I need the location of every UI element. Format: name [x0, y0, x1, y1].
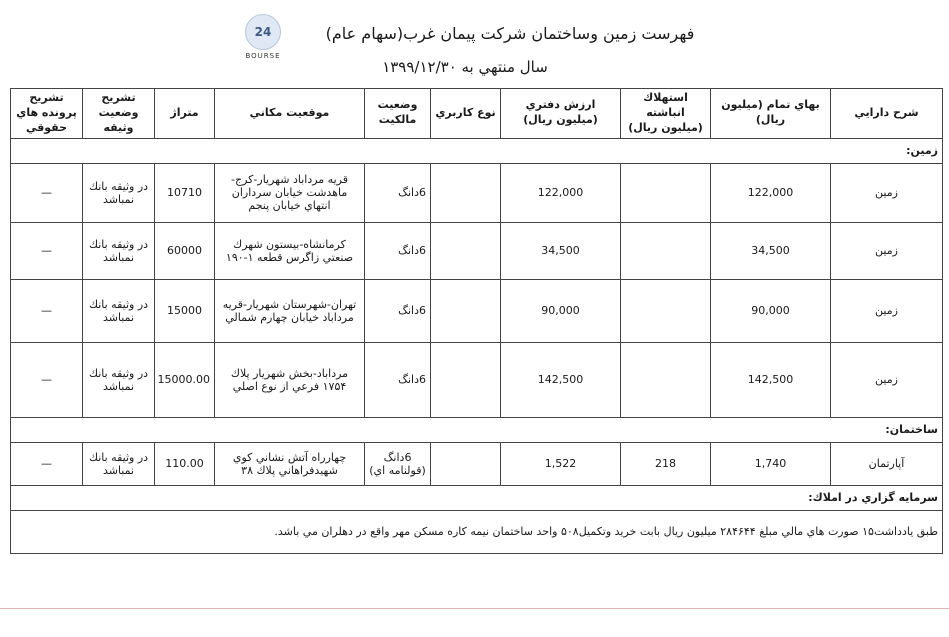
col-owner: وضعيت مالكيت — [365, 89, 431, 139]
cell-desc: زمين — [831, 222, 943, 279]
cell-book: 34,500 — [501, 222, 621, 279]
cell-use — [431, 222, 501, 279]
cell-cost: 90,000 — [711, 279, 831, 342]
table-row — [11, 442, 943, 485]
cell-cost: 122,000 — [711, 163, 831, 222]
cell-location: كرمانشاه-بيستون شهرك صنعتي زاگرس قطعه ۱-۱۹۰ — [215, 222, 365, 279]
col-collateral: تشريح وضعيت وثيقه — [83, 89, 155, 139]
section-land-label: زمين: — [11, 138, 943, 163]
section-investment — [11, 485, 943, 510]
cell-owner: 6دانگ (قولنامه اي) — [365, 442, 431, 485]
cell-desc: زمين — [831, 279, 943, 342]
cell-owner: 6دانگ — [365, 222, 431, 279]
table-row — [11, 342, 943, 417]
cell-cost: 34,500 — [711, 222, 831, 279]
cell-area: 60000 — [155, 222, 215, 279]
cell-area: 110.00 — [155, 442, 215, 485]
header-row — [11, 89, 943, 139]
section-land — [11, 138, 943, 163]
cell-book: 1,522 — [501, 442, 621, 485]
cell-collateral: در وثيقه بانك نمباشد — [83, 222, 155, 279]
col-location: موقعيت مكاني — [215, 89, 365, 139]
cell-legal: — — [11, 222, 83, 279]
cell-cost: 142,500 — [711, 342, 831, 417]
table-row — [11, 222, 943, 279]
cell-use — [431, 442, 501, 485]
cell-location: چهارراه آتش نشاني كوي شهيدفراهاني پلاك ۳۸ — [215, 442, 365, 485]
cell-collateral: در وثيقه بانك نمباشد — [83, 279, 155, 342]
cell-owner: 6دانگ — [365, 342, 431, 417]
cell-collateral: در وثيقه بانك نمباشد — [83, 442, 155, 485]
cell-desc: زمين — [831, 342, 943, 417]
footnote-row — [11, 510, 943, 553]
cell-book: 122,000 — [501, 163, 621, 222]
cell-book: 90,000 — [501, 279, 621, 342]
cell-owner: 6دانگ — [365, 163, 431, 222]
document-title: فهرست زمين وساختمان شركت پيمان غرب(سهام عام) — [325, 24, 695, 43]
cell-depr — [621, 222, 711, 279]
col-legal: تشريح پرونده هاي حقوقي — [11, 89, 83, 139]
cell-area: 10710 — [155, 163, 215, 222]
col-book: ارزش دفتري (ميليون ريال) — [501, 89, 621, 139]
asset-table — [10, 88, 943, 554]
section-building-label: ساختمان: — [11, 417, 943, 442]
col-use: نوع كاربري — [431, 89, 501, 139]
footnote-text: طبق يادداشت۱۵ صورت هاي مالي مبلغ ۲۸۴۶۴۴ ميليون ريال بابت خريد وتكميل۵۰۸ واحد ساختمان نيمه كاره مسكن مهر واقع در دهلران مي باشد. — [11, 510, 943, 553]
table-row — [11, 279, 943, 342]
document-subtitle: سال منتهي به ۱۳۹۹/۱۲/۳۰ — [382, 58, 548, 76]
cell-desc: زمين — [831, 163, 943, 222]
section-building — [11, 417, 943, 442]
cell-use — [431, 342, 501, 417]
cell-area: 15000 — [155, 279, 215, 342]
bourse-logo — [238, 14, 288, 74]
cell-location: قريه مرداباد شهريار-كرج-ماهدشت خيابان سرداران انتهاي خيابان پنجم — [215, 163, 365, 222]
cell-legal: — — [11, 442, 83, 485]
table-row — [11, 163, 943, 222]
col-depr: استهلاك انباشته (ميليون ريال) — [621, 89, 711, 139]
cell-depr: 218 — [621, 442, 711, 485]
cell-cost: 1,740 — [711, 442, 831, 485]
section-investment-label: سرمايه گزاري در املاك: — [11, 485, 943, 510]
col-cost: بهاي تمام (ميليون ريال) — [711, 89, 831, 139]
cell-use — [431, 163, 501, 222]
cell-depr — [621, 342, 711, 417]
cell-depr — [621, 279, 711, 342]
cell-owner: 6دانگ — [365, 279, 431, 342]
cell-location: تهران-شهرستان شهريار-قريه مرداباد خيابان چهارم شمالي — [215, 279, 365, 342]
cell-legal: — — [11, 279, 83, 342]
cell-area: 15000.00 — [155, 342, 215, 417]
cell-use — [431, 279, 501, 342]
cell-book: 142,500 — [501, 342, 621, 417]
col-area: متراژ — [155, 89, 215, 139]
col-desc: شرح دارايي — [831, 89, 943, 139]
page-divider — [0, 608, 949, 609]
cell-desc: آپارتمان — [831, 442, 943, 485]
cell-legal: — — [11, 163, 83, 222]
cell-location: مرداباد-بخش شهريار پلاك ۱۷۵۴ فرعي از نوع اصلي — [215, 342, 365, 417]
cell-depr — [621, 163, 711, 222]
logo-text: BOURSE — [245, 52, 281, 60]
cell-legal: — — [11, 342, 83, 417]
cell-collateral: در وثيقه بانك نمباشد — [83, 342, 155, 417]
logo-mark: 24 — [245, 14, 281, 50]
cell-collateral: در وثيقه بانك نمباشد — [83, 163, 155, 222]
